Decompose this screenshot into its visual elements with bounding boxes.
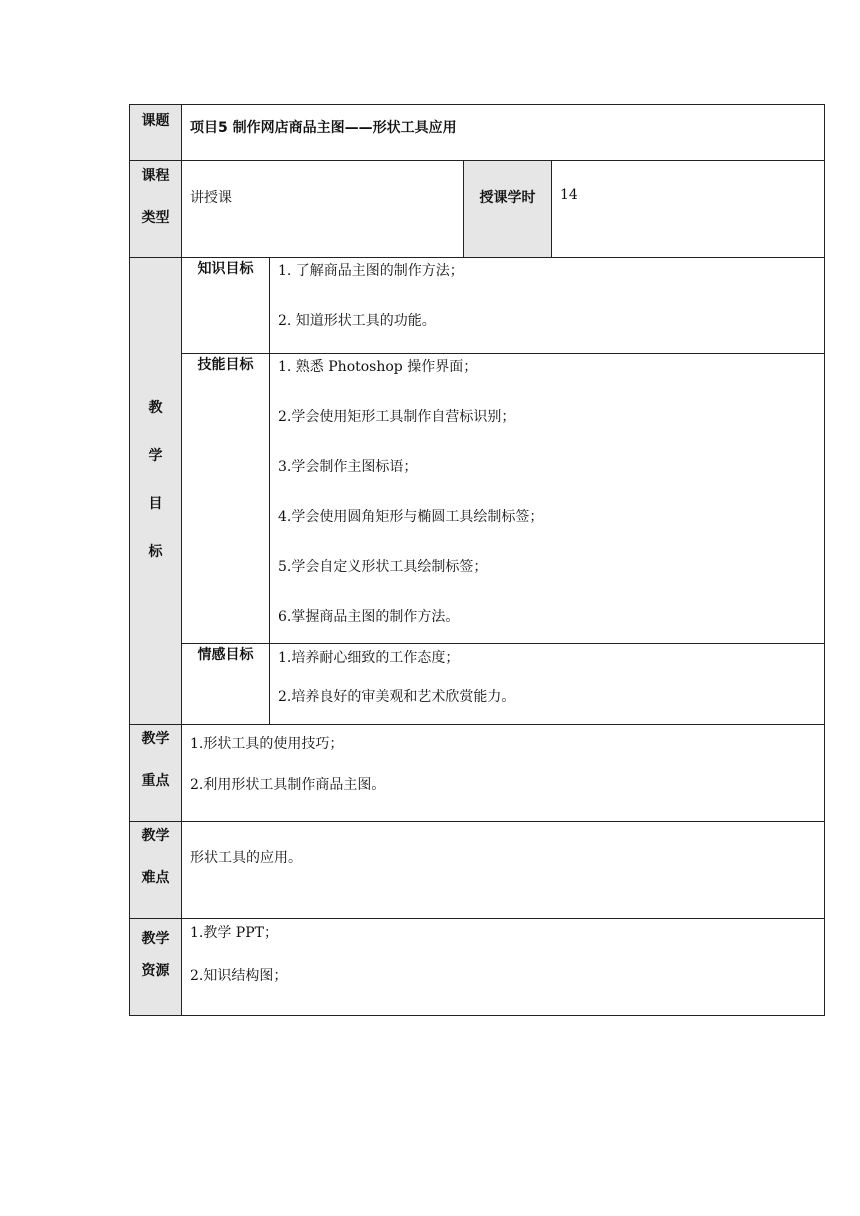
resources-cell (182, 919, 825, 1016)
skill-goal-item: 6.掌握商品主图的制作方法。 (278, 609, 460, 625)
course-type-value: 讲授课 (190, 190, 232, 206)
teaching-goals-char-4: 标 (148, 544, 163, 560)
row-emotion-goals (130, 644, 825, 725)
teaching-goals-char-3: 目 (148, 496, 163, 512)
difficulties-label-line2: 难点 (141, 870, 170, 886)
course-type-cell (182, 161, 464, 258)
hours-value: 14 (560, 187, 578, 203)
course-topic-label (130, 105, 182, 161)
resources-label-line2: 资源 (141, 963, 170, 979)
hours-label-cell (464, 161, 552, 258)
skill-goal-item: 2.学会使用矩形工具制作自营标识别； (278, 409, 516, 425)
key-points-cell (182, 725, 825, 822)
course-topic-cell (182, 105, 825, 161)
hours-label: 授课学时 (479, 190, 536, 206)
row-knowledge-goals (130, 258, 825, 354)
difficulties-cell (182, 822, 825, 919)
knowledge-goal-item: 2. 知道形状工具的功能。 (278, 313, 436, 329)
skill-goal-item: 5.学会自定义形状工具绘制标签； (278, 559, 488, 575)
difficulties-label-line1: 教学 (141, 828, 170, 844)
key-points-label (130, 725, 182, 822)
difficulties-label (130, 822, 182, 919)
key-point-item: 2.利用形状工具制作商品主图。 (190, 777, 386, 793)
teaching-goals-char-2: 学 (148, 448, 163, 464)
emotion-goal-item: 1.培养耐心细致的工作态度； (278, 650, 460, 666)
emotion-goals-cell (270, 644, 825, 725)
course-type-label-line2: 类型 (141, 210, 170, 226)
teaching-goals-char-1: 教 (148, 400, 163, 416)
key-point-item: 1.形状工具的使用技巧； (190, 736, 344, 752)
row-skill-goals (130, 354, 825, 644)
knowledge-goal-item: 1. 了解商品主图的制作方法； (278, 263, 464, 279)
knowledge-goals-cell (270, 258, 825, 354)
resource-item: 2.知识结构图； (190, 968, 288, 984)
resources-label-line1: 教学 (141, 931, 170, 947)
row-key-points (130, 725, 825, 822)
skill-goal-item: 1. 熟悉 Photoshop 操作界面； (278, 359, 478, 375)
row-difficulties (130, 822, 825, 919)
skill-goals-cell (270, 354, 825, 644)
course-topic-label-text: 课题 (141, 113, 170, 129)
row-resources (130, 919, 825, 1016)
key-points-label-line2: 重点 (141, 773, 170, 789)
row-course-type (130, 161, 825, 258)
course-type-label-line1: 课程 (141, 168, 170, 184)
knowledge-goals-label: 知识目标 (182, 258, 270, 354)
course-topic-value: 项目5 制作网店商品主图——形状工具应用 (190, 120, 457, 136)
difficulties-value: 形状工具的应用。 (190, 850, 302, 866)
skill-goals-label: 技能目标 (182, 354, 270, 644)
resources-label (130, 919, 182, 1016)
emotion-goals-label: 情感目标 (182, 644, 270, 725)
key-points-label-line1: 教学 (141, 731, 170, 747)
course-type-label (130, 161, 182, 258)
skill-goal-item: 4.学会使用圆角矩形与椭圆工具绘制标签； (278, 509, 544, 525)
resource-item: 1.教学 PPT； (190, 925, 278, 941)
teaching-goals-label (130, 258, 182, 725)
lesson-plan-table (129, 104, 825, 1016)
emotion-goal-item: 2.培养良好的审美观和艺术欣赏能力。 (278, 689, 516, 705)
row-course-topic (130, 105, 825, 161)
hours-value-cell (552, 161, 825, 258)
skill-goal-item: 3.学会制作主图标语； (278, 459, 418, 475)
